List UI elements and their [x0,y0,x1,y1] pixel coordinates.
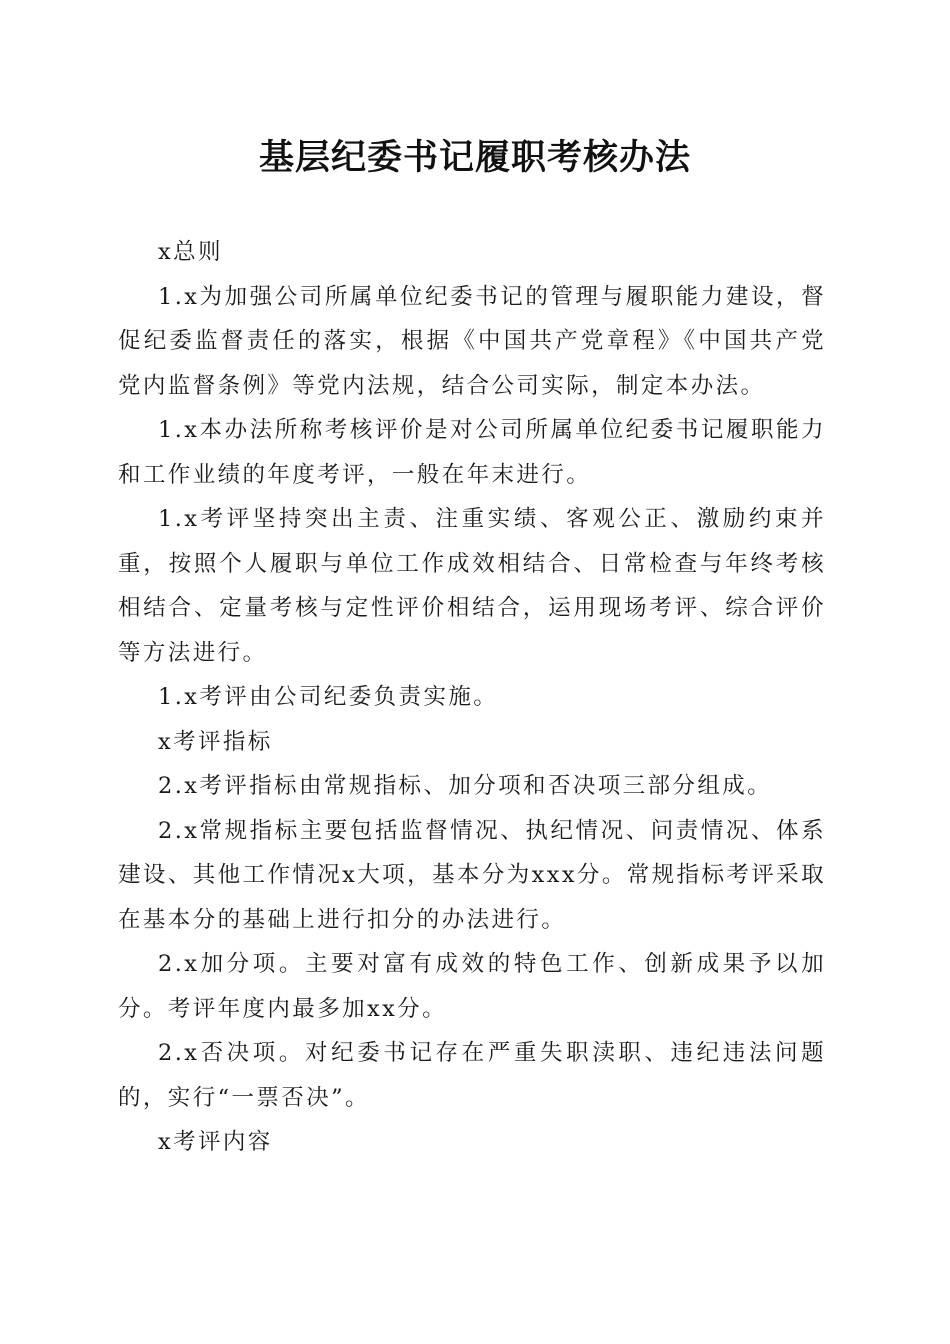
document-title: 基层纪委书记履职考核办法 [258,137,691,178]
paragraph-principles: 1.x考评坚持突出主责、注重实绩、客观公正、激励约束并重，按照个人履职与单位工作成效相结合、日常检查与年终考核相结合、定量考核与定性评价相结合，运用现场考评、综合评价等方法进行。 [118,506,826,666]
section-heading-indicators: x考评指标 [158,728,273,755]
section-heading-content: x考评内容 [158,1129,273,1155]
document-body [118,230,826,1165]
paragraph-scope: 1.x本办法所称考核评价是对公司所属单位纪委书记履职能力和工作业绩的年度考评，一般在年末进行。 [118,417,826,488]
paragraph-regular-indicators: 2.x常规指标主要包括监督情况、执纪情况、问责情况、体系建设、其他工作情况x大项，基本分为xxx分。常规指标考评采取在基本分的基础上进行扣分的办法进行。 [118,817,826,933]
paragraph-indicator-composition: 2.x考评指标由常规指标、加分项和否决项三部分组成。 [158,773,773,799]
paragraph-bonus-items: 2.x加分项。主要对富有成效的特色工作、创新成果予以加分。考评年度内最多加xx分。 [118,951,826,1022]
section-heading-general: x总则 [158,239,223,265]
paragraph-veto-items: 2.x否决项。对纪委书记存在严重失职渎职、违纪违法问题的，实行“一票否决”。 [118,1040,826,1111]
paragraph-implementation: 1.x考评由公司纪委负责实施。 [158,684,499,710]
paragraph-purpose: 1.x为加强公司所属单位纪委书记的管理与履职能力建设，督促纪委监督责任的落实，根据《中国共产党章程》《中国共产党党内监督条例》等党内法规，结合公司实际，制定本办法。 [118,283,826,399]
